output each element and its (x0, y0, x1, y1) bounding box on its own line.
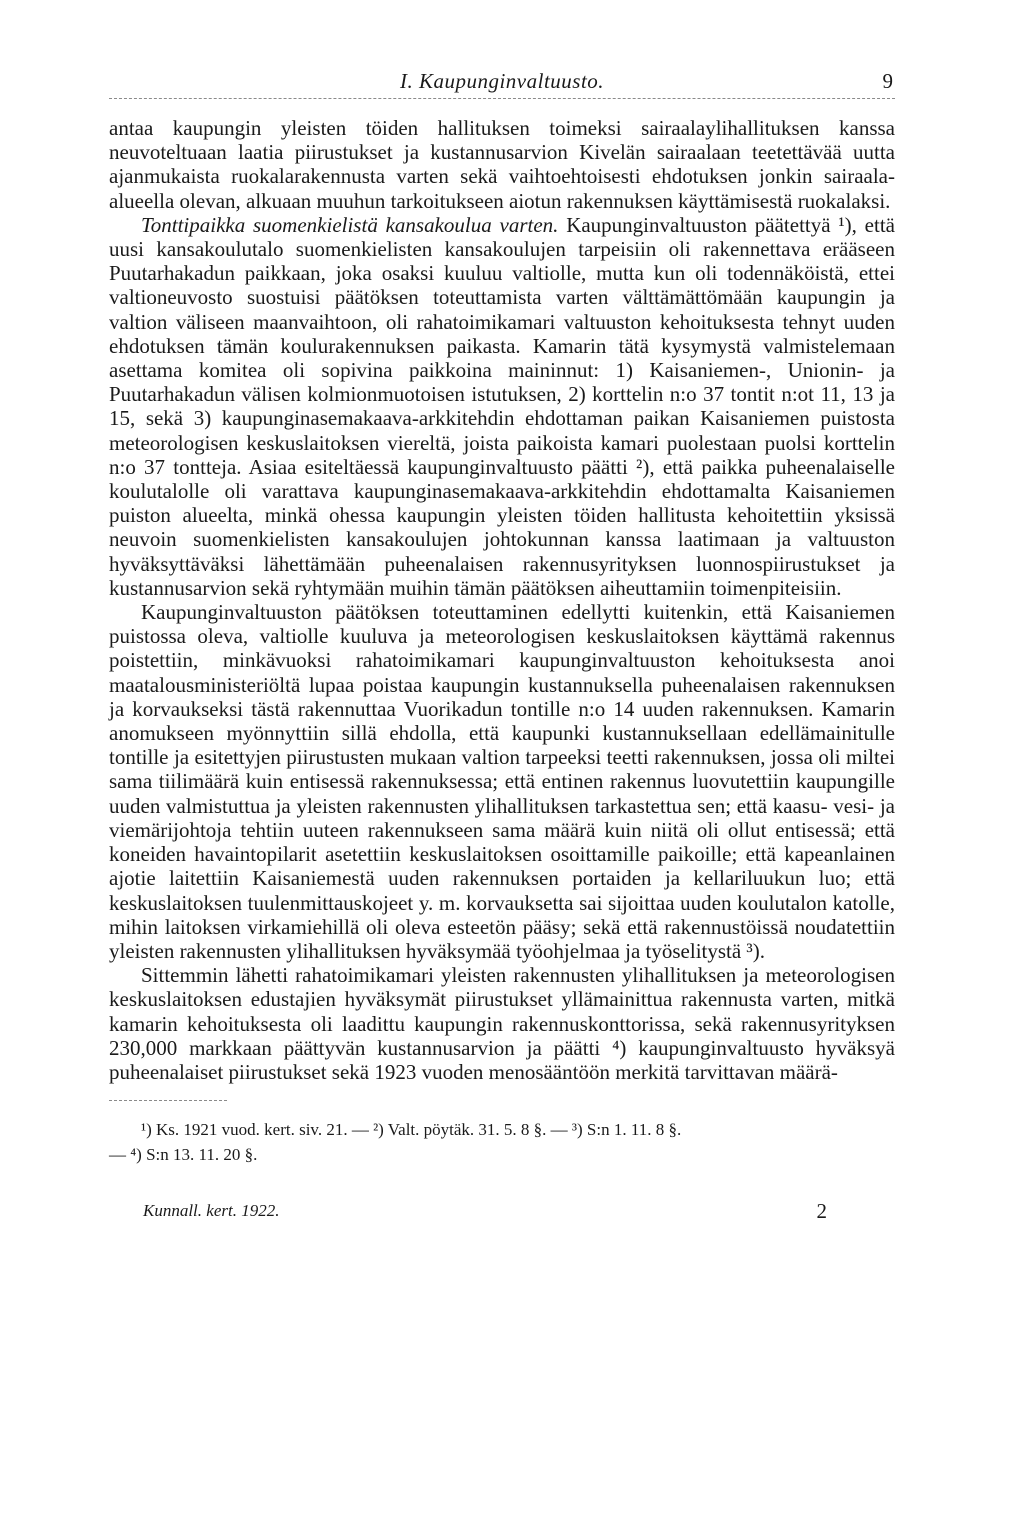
paragraph-school-site (109, 213, 895, 600)
footnotes (109, 1117, 895, 1167)
paragraph-cost-estimate: Sittemmin lähetti rahatoimikamari yleisten rakennusten ylihallituksen ja meteorologisen keskuslaitoksen edustajien hyväksymät piirustukset yllämainittua rakennusta varten, mitkä kamarin kehoituksesta oli laadittu kaupungin rakennuskonttorissa, sekä rakennusyrityksen 230,000 markkaan päättyvän kustannusarvion ja päätti ⁴) kaupunginvaltuusto hyväksyä puheenalaiset piirustukset sekä 1923 vuoden menosääntöön merkitä tarvittavan määrä- (109, 963, 895, 1084)
paragraph-meteorological-building: Kaupunginvaltuuston päätöksen toteuttaminen edellytti kuitenkin, että Kaisaniemen puistossa oleva, valtiolle kuuluva ja meteorologisen keskuslaitoksen käyttämä rakennus poistettiin, minkävuoksi rahatoimikamari kaupunginvaltuuston kehoituksesta anoi maatalousministeriöltä lupaa poistaa kaupungin kustannuksella puheenalaisen rakennuksen ja korvaukseksi tästä rakennuttaa Vuorikadun tontille n:o 14 uuden rakennuksen. Kamarin anomukseen myönnyttiin sillä ehdolla, että kaupunki kustannuksellaan edellämainitulle tontille ja esitettyjen piirustusten mukaan valtion tarpeeksi teetti rakennuksen, jossa oli miltei sama tiilimäärä kuin entisessä rakennuksessa; että entinen rakennus luovutettiin kaupungille uuden valmistuttua ja yleisten rakennusten ylihallituksen tarkastettua sen; että kaasu- vesi- ja viemärijohtoja tehtiin uuteen rakennukseen sama määrä kuin niitä oli ollut entisessä; että koneiden havaintopilarit asetettiin keskuslaitoksen osoittamille paikoille; että kapeanlainen ajotie laitettiin Kaisaniemestä uuden rakennuksen portaiden ja kellariluukun luo; että keskuslaitoksen tuulenmittauskojeet y. m. korvauksetta sai sijoittaa uuden koulutalon katolle, mihin laitoksen virkamiehillä oli oleva esteetön pääsy; sekä että rakennustöissä noudatettiin yleisten rakennusten ylihallituksen hyväksymää työohjelmaa ja työselitystä ³). (109, 600, 895, 963)
running-title: I. Kaupunginvaltuusto. (399, 69, 605, 93)
body-text (109, 116, 895, 1084)
footer-title: Kunnall. kert. 1922. (143, 1201, 280, 1221)
document-page (109, 64, 895, 1225)
paragraph-text: Kaupunginvaltuuston päätettyä ¹), että uusi kansakoulutalo suomenkielisten kansakoulujen tarpeisiin oli rakennettava erääseen Puutarhakadun paikkaan, joka osaksi kuuluu valtiolle, mutta kun oli todennäköistä, ettei valtioneuvosto suostuisi päätöksen toteuttamista varten välttämättömään kaupungin ja valtion väliseen maanvaihtoon, oli rahatoimikamari valtuuston kehoituksesta tehnyt uuden ehdotuksen tämän koulurakennuksen paikasta. Kamarin tätä kysymystä valmistelemaan asettama komitea oli sopivina paikkoina maininnut: 1) Kaisaniemen-, Unionin- ja Puutarhakadun välisen kolmionmuotoisen istutuksen, 2) korttelin n:o 37 tontit n:ot 11, 13 ja 15, sekä 3) kaupunginasemakaava-arkkitehdin ehdottaman paikan Kaisaniemen puistosta meteorologisen keskuslaitoksen viereltä, joista paikoista kamari puolestaan puolsi korttelin n:o 37 tontteja. Asiaa esiteltäessä kaupunginvaltuusto päätti ²), että paikka puheenalaiselle koulutalolle oli varattava kaupunginasemakaava-arkkitehdin ehdottamalta Kaisaniemen puiston alueelta, minkä ohessa kaupungin yleisten töiden hallitusta kehoitettiin yksissä neuvoin suomenkielisten kansakoulujen johtokunnan kanssa laatimaan ja valtuuston hyväksyttäväksi lähettämään puheenalaisen rakennusyrityksen luonnospiirustukset ja kustannusarvion sekä ryhtymään muihin tämän päätöksen aiheuttamiin toimenpiteisiin. (109, 212, 895, 600)
section-heading: Tonttipaikka suomenkielistä kansakoulua varten. (141, 212, 559, 237)
footnote-line: — ⁴) S:n 13. 11. 20 §. (109, 1145, 258, 1165)
running-header (109, 64, 895, 104)
paragraph-continuation: antaa kaupungin yleisten töiden hallituksen toimeksi sairaalaylihallituksen kanssa neuvoteltuaan laatia piirustukset ja kustannusarvion Kivelän sairaalaan teetettävää uutta ajanmukaista ruokalarakennusta varten sekä vaihtoehtoisesti ehdotuksen jonkin sairaala-alueella olevan, alkuaan muuhun tarkoitukseen aiotun rakennuksen käyttämisestä ruokalaksi. (109, 116, 895, 213)
sheet-number: 2 (816, 1199, 827, 1224)
page-footer (109, 1201, 895, 1225)
footnote-rule (109, 1100, 227, 1101)
page-number: 9 (882, 69, 893, 93)
footnote-line: ¹) Ks. 1921 vuod. kert. siv. 21. — ²) Valt. pöytäk. 31. 5. 8 §. — ³) S:n 1. 11. 8 §. (141, 1120, 682, 1140)
header-rule (109, 98, 895, 99)
